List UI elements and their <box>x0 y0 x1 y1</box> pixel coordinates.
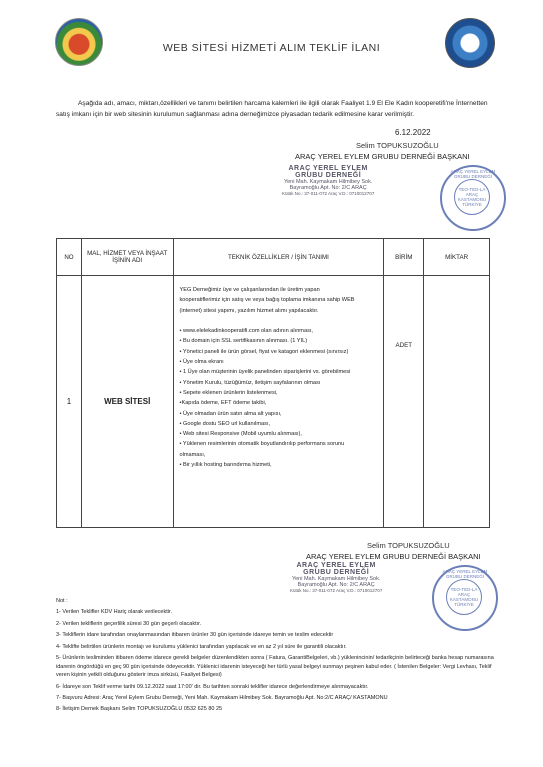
spec-line: • www.elelekadinkooperatifi.com olan adının alınması, <box>179 328 313 335</box>
spec-line: YEG Derneğimiz üye ve çalışanlarından ile üretim yapan <box>179 287 320 293</box>
spec-line: • Yüklenen resimlerinin otomatik boyutlandırılıp performans sorunu <box>179 441 345 448</box>
note-item: 1- Verilen Teklifler KDV Hariç olarak verilecektir. <box>56 609 173 616</box>
spec-line: (internet) sitesi yapımı, yazılım hizmet alımı yapılacaktır. <box>179 307 319 314</box>
spec-line: • Üye olmadan ürün satın alma alt yapısı, <box>179 410 282 417</box>
round-seal <box>440 165 506 231</box>
stamp-line: Kütük No.: 37-011-072 Araç V.D.: 0710012707 <box>290 588 383 593</box>
header-unit: BİRİM <box>384 239 424 276</box>
note-item: 6- İdareye son Teklif verme tarihi 09.12.2022 saat 17:00' dir. Bu tarihten sonraki teklifler idarece değerlendirmeye alınmayacaktır. <box>56 683 369 690</box>
stamp-line: Yeni Mah. Kaymakam Hilmibey Sok. <box>283 179 373 185</box>
note-item: 3- Tekliflerin idare tarafından onaylanmasından itibaren ürünler 30 gün içerisinde idareye temin ve teslim edecektir <box>56 632 334 639</box>
spec-line: •Kapıda ödeme, EFT ödeme takibi, <box>179 400 267 407</box>
signatory-name: Selim TOPUKSUZOĞLU <box>356 141 439 150</box>
stamp-line: GRUBU DERNEĞİ <box>303 569 370 576</box>
seal-text: ARAÇ <box>457 592 471 597</box>
note-item: 7- Başvuru Adresi: Araç Yerel Eylem Grubu Derneği, Yeni Mah. Kaymakam Hilmibey Sok. Bayramoğlu Apt. No:2/C ARAÇ/ KASTAMONU <box>56 694 388 701</box>
seal-text: KASTAMONU <box>457 197 487 202</box>
stamp-line: ARAÇ YEREL EYLEM <box>288 165 368 172</box>
header-no: NO <box>57 239 82 276</box>
table-row <box>57 276 490 528</box>
spec-line: • Web sitesi Responsive (Mobil uyumlu alınması), <box>179 431 302 438</box>
row-unit: ADET <box>384 276 424 528</box>
stamp-line: Bayramoğlu Apt. No: 2/C ARAÇ <box>289 185 367 191</box>
seal-text: KASTAMONU <box>449 597 479 602</box>
signatory-title: ARAÇ YEREL EYLEM GRUBU DERNEĞİ BAŞKANI <box>295 152 470 161</box>
spec-line: • Bu domain için SSL sertifikasının alınması. (1 YIL) <box>179 338 308 345</box>
intro-paragraph: Aşağıda adı, amacı, miktarı,özellikleri ve tanımı belirtilen harcama kalemleri ile ilgili olarak Faaliyet 1.9 El Ele Kadın kooperetifi'ne İnternetten satış imkanı için bir web sitesinin kurulumun sağlanması adına derneğimizce piyasadan tedarik edilmesine karar verilmiştir. <box>56 100 488 118</box>
stamp-line: Bayramoğlu Apt. No: 2/C ARAÇ <box>297 582 375 588</box>
stamp-line: Kütük No.: 37-011-072 Araç V.D.: 0710012707 <box>282 191 375 196</box>
spec-list <box>180 285 380 470</box>
table-header-row <box>57 239 490 276</box>
page-title: WEB SİTESİ HİZMETİ ALIM TEKLİF İLANI <box>162 42 381 54</box>
note-item: 5- Ürünlerin tesliminden itibaren ödeme idarece gerekli belgeler düzenlendikten sonra ( Fatura, GarantiBelgeleri, vb.) yüklenincinin/ tedarikçinin belirteceği banka hesap numarasına idarenin öngördüğü en geç 90 gün içerisinde ödeyecektir. Yüklenici idarenin isteyeceği her türlü yasal belgeyi sunmayı peşinen kabul eder. ( İstenilen Belgeler: Vergi Levhası, Teklif veren kişinin yetkili olduğunu gösterir imza sirküsü, Faaliyet Belgesi) <box>56 655 494 679</box>
spec-line: • Yönetici paneli ile ürün görsel, fiyat ve katagori eklenmesi (sınırsız) <box>179 348 349 355</box>
note-item: 2- Verilen tekliflerin geçerlilik süresi 30 gün geçerli olacaktır. <box>56 620 202 627</box>
spec-line: olmaması, <box>179 451 206 458</box>
signatory-title: ARAÇ YEREL EYLEM GRUBU DERNEĞİ BAŞKANI <box>306 552 481 561</box>
note-item: 4- Teklifte belirtilen ürünlerin montajı ve kurulumu yüklenici tarafından yapılacak ve en az 2 yıl süre ile garantili olacaktır. <box>56 643 347 650</box>
spec-line: • Bir yıllık hosting barındırma hizmeti, <box>179 462 272 469</box>
stamp-line: GRUBU DERNEĞİ <box>295 172 362 179</box>
seal-ring-text: ARAÇ YEREL EYLEM GRUBU DERNEĞİ <box>442 569 488 579</box>
header-qty: MİKTAR <box>424 239 490 276</box>
notes-heading: Not : <box>56 598 68 604</box>
spec-line: • 1 Üye olan müşterinin üyelik panelinden siparişlerini vs. görebilmesi <box>179 369 351 376</box>
notes-list <box>56 608 496 713</box>
seal-text: ARAÇ <box>465 192 479 197</box>
note-item: 8- İletişim Dernek Başkanı Selim TOPUKSUZOĞLU 0532 625 80 25 <box>56 706 223 713</box>
document-date: 6.12.2022 <box>395 128 431 137</box>
spec-line: • Sepete eklenen ürünlerin listelenmesi, <box>179 389 278 396</box>
row-item: WEB SİTESİ <box>81 276 173 528</box>
spec-line: • Google dostu SEO url kullanılması, <box>179 420 271 427</box>
association-stamp <box>282 165 374 196</box>
spec-line: • Üye olma ekranı <box>179 359 224 366</box>
seal-center <box>454 179 490 215</box>
seal-text: TEO-TED-LA <box>458 187 486 192</box>
notes-section <box>56 597 496 714</box>
row-qty <box>424 276 490 528</box>
row-no: 1 <box>57 276 82 528</box>
seal-ring-text: ARAÇ YEREL EYLEM GRUBU DERNEĞİ <box>450 169 496 179</box>
spec-line <box>180 316 380 326</box>
spec-line: • Yönetim Kurulu, tüzüğümüz, iletişim sayfalarının olması <box>179 379 321 386</box>
seal-text: TEO-TED-LA <box>450 587 478 592</box>
items-table <box>56 238 490 528</box>
seal-text: TÜRKİYE <box>454 602 474 607</box>
stamp-line: ARAÇ YEREL EYLEM <box>296 562 376 569</box>
stamp-line: Yeni Mah. Kaymakam Hilmibey Sok. <box>291 576 381 582</box>
seal-text: TÜRKİYE <box>462 202 482 207</box>
spec-line: kooperatiflerimiz için satış ve veya bağış toplama imkanına sahip WEB <box>179 297 355 304</box>
association-stamp <box>290 562 382 593</box>
header-item: MAL, HİZMET VEYA İNŞAAT İŞİNİN ADI <box>81 239 173 276</box>
header-spec: TEKNİK ÖZELLİKLER / İŞİN TANIMI <box>173 239 384 276</box>
signatory-name: Selim TOPUKSUZOĞLU <box>367 541 450 550</box>
row-spec <box>173 276 384 528</box>
